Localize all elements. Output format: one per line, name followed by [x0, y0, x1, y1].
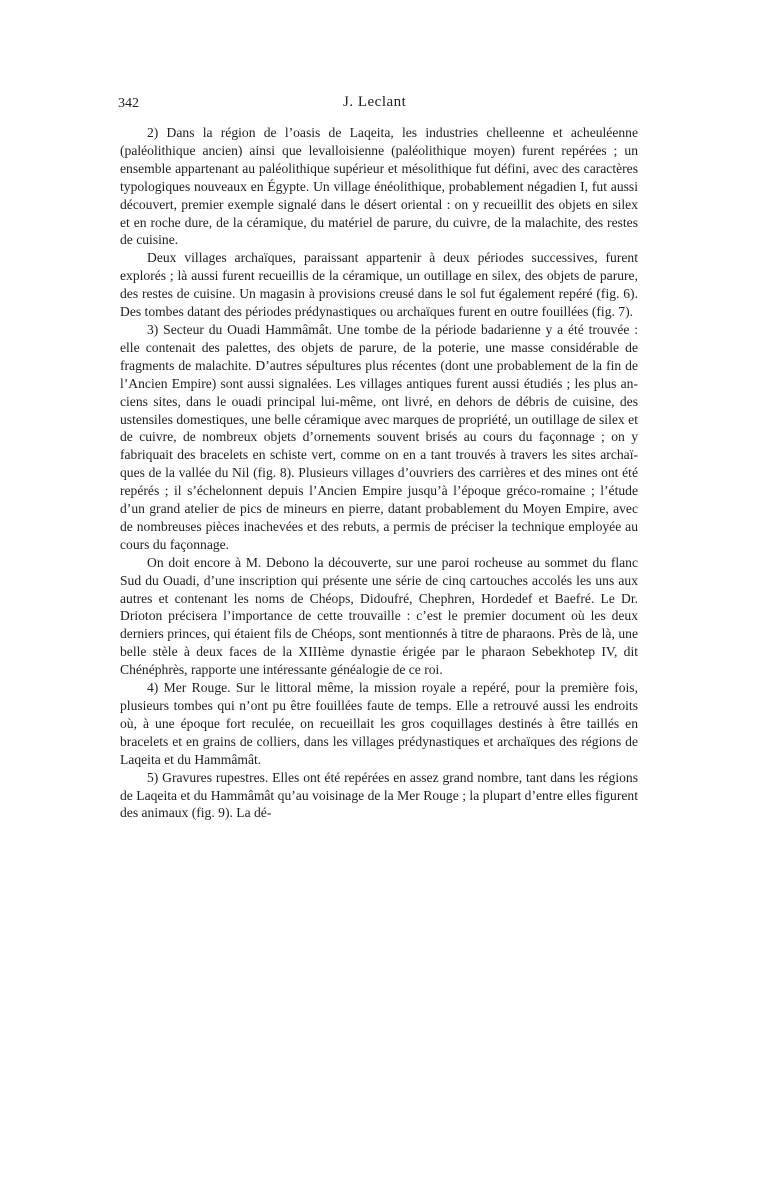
paragraph-hammamat: 3) Secteur du Ouadi Hammâmât. Une tombe de la période badarienne y a été trouvée : elle contenait des palettes, des objets de parure, de la poterie, une masse considérable de fragments de malachite. D’autres sépultures plus récentes (dont une probablement de la fin de l’Ancien Empire) sont aussi signalées. Les villages antiques furent aussi étudiés ; les plus anciens sites, dans le ouadi principal lui-même, ont livré, en dehors de débris de cuisine, des ustensiles domestiques, une belle céramique avec marques de propriété, un outillage de silex et de cuivre, de nombreux objets d’ornements souvent brisés au cours du façonnage ; on y fabriquait des bracelets en schiste vert, comme on en a tant trouvés à travers les sites archaïques de la vallée du Nil (fig. 8). Plusieurs villages d’ouvriers des carrières et des mines ont été repérés ; il s’échelonnent depuis l’Ancien Empire jusqu’à l’époque gréco-romaine ; l’étude d’un grand atelier de pics de mineurs en pierre, datant probablement du Moyen Empire, avec de nombreuses pièces inachevées et des rebuts, a permis de préciser la technique employée au cours du façonnage. [120, 321, 638, 552]
page-header [118, 96, 638, 116]
paragraph-mer-rouge: 4) Mer Rouge. Sur le littoral même, la mission royale a repéré, pour la première fois, plusieurs tombes qui n’ont pu être fouillées faute de temps. Elle a retrouvé aussi les endroits où, à une époque fort reculée, on recueillait les gros coquillages destinés à être taillés en bracelets et en grains de colliers, dans les villages prédynastiques et archaïques des régions de Laqeita et du Hammâmât. [120, 680, 638, 767]
page-number: 342 [118, 96, 139, 111]
paragraph-villages: Deux villages archaïques, paraissant appartenir à deux périodes successives, furent explorés ; là aussi furent recueillis de la céramique, un outillage en silex, des objets de parure, des restes de cuisine. Un magasin à provisions creusé dans le sol fut également repéré (fig. 6). Des tombes datant des périodes prédynastiques ou archaïques furent en outre fouillées (fig. 7). [120, 250, 638, 320]
paragraph-inscription: On doit encore à M. Debono la découverte, sur une paroi rocheuse au sommet du flanc Sud du Ouadi, d’une inscription qui présente une série de cinq cartouches accolés les uns aux autres et contenant les noms de Chéops, Didoufré, Chephren, Hordedef et Baefré. Le Dr. Drioton précisera l’importance de cette trouvaille : c’est le premier document où les deux derniers princes, qui étaient fils de Chéops, sont mentionnés à titre de pharaons. Près de là, une belle stèle à deux faces de la XIIIème dynastie érigée par le pharaon Sebekhotep IV, dit Chénéphrès, rapporte une intéressante généalogie de ce roi. [120, 554, 638, 678]
paragraph-gravures: 5) Gravures rupestres. Elles ont été repérées en assez grand nombre, tant dans les régions de Laqeita et du Hammâmât qu’au voisinage de la Mer Rouge ; la plupart d’entre elles figurent des animaux (fig. 9). La dé- [120, 769, 638, 821]
running-title: J. Leclant [343, 94, 407, 110]
body-text [120, 124, 638, 822]
paragraph-laqeita: 2) Dans la région de l’oasis de Laqeita, les industries chelleenne et acheuléenne (paléolithique ancien) ainsi que levalloisienne (paléolithique moyen) furent repérées ; un ensemble appartenant au paléolithique supérieur et mésolithique fut défini, avec des caractères typologiques nouveaux en Égypte. Un village énéolithique, probablement négadien I, fut aussi découvert, premier exemple signalé dans le désert oriental : on y recueillit des objets en silex et en roche dure, de la céramique, du matériel de parure, du cuivre, de la malachite, des restes de cuisine. [120, 125, 638, 248]
